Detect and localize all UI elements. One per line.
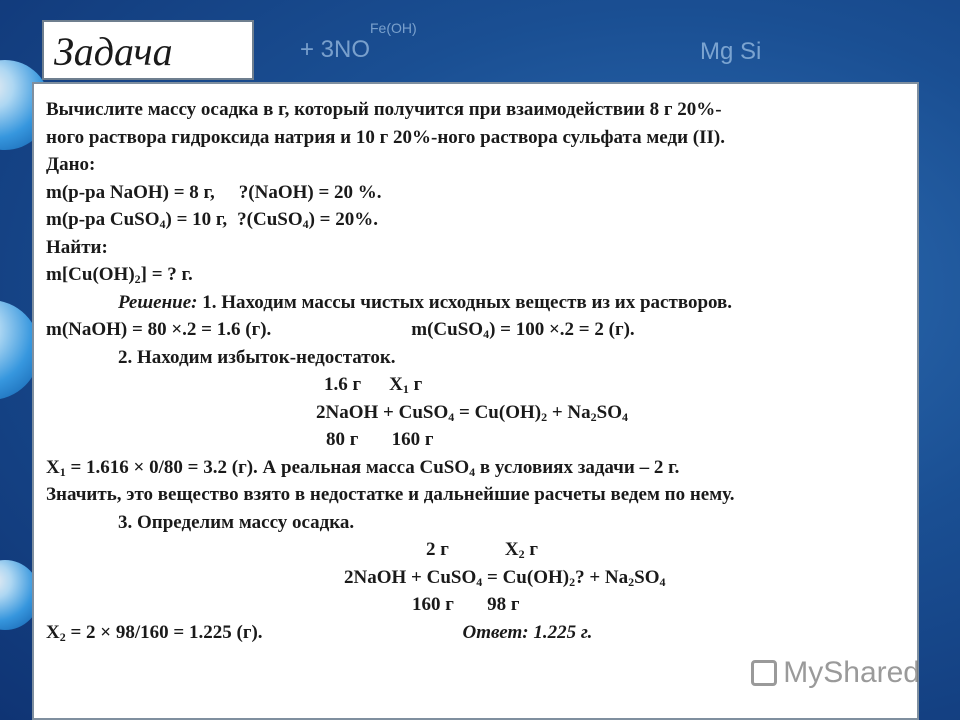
equation-2: 2NaOH + CuSO$_4$ = $Cu(OH)_2$? + $Na_2SO_4$ [344,566,666,589]
problem-statement-line: ного раствора гидроксида натрия и 10 г 20%-ного раствора сульфата меди (II). [46,126,725,148]
conclusion-text: Значить, это вещество взято в недостатке и дальнейшие расчеты ведем по нему. [46,484,735,505]
background-formula: Mg Si [700,38,762,65]
answer-label: Ответ [462,621,523,643]
solution-label: Решение: [118,291,198,313]
watermark: MyShared [751,656,920,690]
equation-1-top: 1.6 г $X_1$ г [324,374,423,396]
given-label: Дано: [46,154,96,175]
slides-icon [751,660,777,686]
solution-step-3: 3. Определим массу осадка. [118,511,355,533]
equation-1-bottom: 80 г 160 г [326,429,434,450]
given-naoh: m(р-ра NaOH) = 8 г, ?(NaOH) = 20 %. [46,181,382,203]
equation-2-top: 2 г $X_2$ г [426,539,539,561]
solution-step-2: 2. Находим избыток-недостаток. [118,346,396,368]
mass-calculation: m(NaOH) = 80 ×.2 = 1.6 (г). m(CuSO$_4$) = 100 ×.2 = 2 (г). [46,319,635,341]
background-formula: Fe(OH) [370,20,417,36]
title-box [42,20,254,80]
problem-statement-line: Вычислите массу осадка в г, который получится при взаимодействии 8 г 20%- [46,99,722,120]
find-target: $m[Cu(OH)_2]$ = ? г. [46,264,193,286]
given-cuso4: m(р-ра CuSO$_4$) = 10 г, ?(CuSO$_4$) = 20%. [46,209,379,231]
solution-step-1: Решение: 1. Находим массы чистых исходных веществ из их растворов. [118,291,733,313]
find-label: Найти: [46,236,108,258]
page-title: Задача [54,29,173,74]
answer-value: : 1.225 г. [522,621,593,643]
x1-calculation: $X_1 = 1.616 \times 0/80 = 3.2$ (г). А реальная масса CuSO$_4$ в условиях задачи – 2 г. [46,456,680,479]
x2-calculation: $X_2 = 2 \times 98/160 = 1.225$ (г). Ответ: 1.225 г. [46,621,593,644]
equation-1: 2NaOH + CuSO$_4$ = $Cu(OH)_2 + Na_2SO_4$ [316,401,628,424]
background-formula: + 3NO [300,36,371,63]
equation-2-bottom: 160 г 98 г [412,594,520,615]
problem-panel [32,82,919,720]
